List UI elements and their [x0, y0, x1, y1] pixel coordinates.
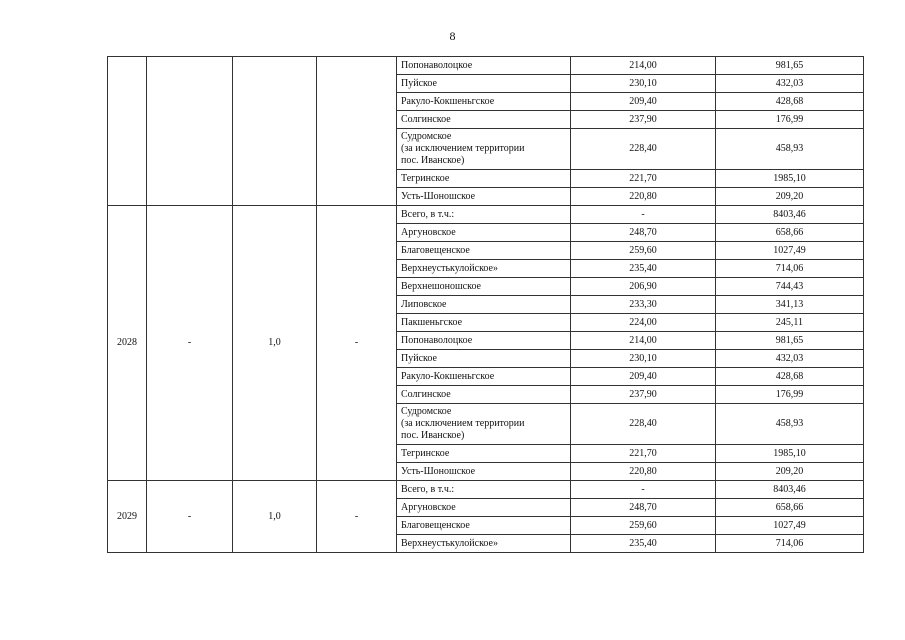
col2-cell [147, 57, 233, 206]
value2-cell: 1985,10 [716, 170, 864, 188]
col4-cell [317, 57, 397, 206]
settlement-name-cell: Ракуло-Кокшеньгское [397, 93, 571, 111]
value1-cell: 248,70 [571, 224, 716, 242]
value1-cell: 209,40 [571, 93, 716, 111]
col2-cell: - [147, 206, 233, 481]
value2-cell: 744,43 [716, 278, 864, 296]
value1-cell: 230,10 [571, 75, 716, 93]
settlement-name-cell [397, 404, 571, 445]
settlement-name-line: Судромское [401, 131, 452, 142]
value2-cell: 428,68 [716, 368, 864, 386]
settlement-name-cell: Солгинское [397, 111, 571, 129]
value2-cell: 176,99 [716, 111, 864, 129]
settlement-name-cell: Пуйское [397, 75, 571, 93]
col3-cell: 1,0 [233, 481, 317, 553]
settlement-name-cell: Верхнеустькулойское» [397, 260, 571, 278]
settlement-name-cell: Аргуновское [397, 499, 571, 517]
value2-cell: 176,99 [716, 386, 864, 404]
settlement-name-line: Судромское [401, 406, 452, 417]
year-cell: 2028 [108, 206, 147, 481]
value1-cell: 228,40 [571, 129, 716, 170]
col4-cell: - [317, 206, 397, 481]
value1-cell: 228,40 [571, 404, 716, 445]
value2-cell: 981,65 [716, 57, 864, 75]
col3-cell: 1,0 [233, 206, 317, 481]
value2-cell: 981,65 [716, 332, 864, 350]
value1-cell: 248,70 [571, 499, 716, 517]
data-table [107, 56, 864, 553]
settlement-name-cell: Попонаволоцкое [397, 57, 571, 75]
value1-cell: 224,00 [571, 314, 716, 332]
settlement-name-line: (за исключением территории [401, 418, 525, 429]
value2-cell: 209,20 [716, 463, 864, 481]
value2-cell: 432,03 [716, 350, 864, 368]
settlement-name-cell: Ракуло-Кокшеньгское [397, 368, 571, 386]
value1-cell: - [571, 206, 716, 224]
table-row [108, 206, 864, 224]
value2-cell: 1027,49 [716, 242, 864, 260]
settlement-name-line: пос. Иванское) [401, 155, 465, 166]
value1-cell: 259,60 [571, 242, 716, 260]
value2-cell: 245,11 [716, 314, 864, 332]
col3-cell [233, 57, 317, 206]
value2-cell: 714,06 [716, 535, 864, 553]
value2-cell: 8403,46 [716, 481, 864, 499]
settlement-name-cell: Верхнешоношское [397, 278, 571, 296]
settlement-name-cell: Благовещенское [397, 242, 571, 260]
value1-cell: 237,90 [571, 386, 716, 404]
settlement-name-cell: Благовещенское [397, 517, 571, 535]
settlement-name-cell: Липовское [397, 296, 571, 314]
value1-cell: 221,70 [571, 170, 716, 188]
settlement-name-cell: Всего, в т.ч.: [397, 481, 571, 499]
value2-cell: 8403,46 [716, 206, 864, 224]
value2-cell: 341,13 [716, 296, 864, 314]
settlement-name-cell: Пакшеньгское [397, 314, 571, 332]
settlement-name-line: пос. Иванское) [401, 430, 465, 441]
settlement-name-cell [397, 129, 571, 170]
settlement-name-cell: Пуйское [397, 350, 571, 368]
settlement-name-line: (за исключением территории [401, 143, 525, 154]
value1-cell: - [571, 481, 716, 499]
settlement-name-cell: Попонаволоцкое [397, 332, 571, 350]
year-cell [108, 57, 147, 206]
value2-cell: 1985,10 [716, 445, 864, 463]
value1-cell: 233,30 [571, 296, 716, 314]
value1-cell: 237,90 [571, 111, 716, 129]
table-row [108, 481, 864, 499]
value1-cell: 235,40 [571, 260, 716, 278]
value1-cell: 259,60 [571, 517, 716, 535]
value2-cell: 428,68 [716, 93, 864, 111]
settlement-name-cell: Солгинское [397, 386, 571, 404]
col2-cell: - [147, 481, 233, 553]
value1-cell: 214,00 [571, 57, 716, 75]
settlement-name-cell: Тегринское [397, 445, 571, 463]
settlement-name-cell: Аргуновское [397, 224, 571, 242]
table-row [108, 57, 864, 75]
value1-cell: 209,40 [571, 368, 716, 386]
value1-cell: 235,40 [571, 535, 716, 553]
value2-cell: 658,66 [716, 499, 864, 517]
value2-cell: 209,20 [716, 188, 864, 206]
value2-cell: 432,03 [716, 75, 864, 93]
page-number: 8 [449, 29, 456, 43]
settlement-name-cell: Верхнеустькулойское» [397, 535, 571, 553]
settlement-name-cell: Тегринское [397, 170, 571, 188]
settlement-name-cell: Усть-Шоношское [397, 463, 571, 481]
year-cell: 2029 [108, 481, 147, 553]
settlement-name-cell: Усть-Шоношское [397, 188, 571, 206]
value1-cell: 214,00 [571, 332, 716, 350]
value1-cell: 220,80 [571, 188, 716, 206]
value1-cell: 220,80 [571, 463, 716, 481]
value2-cell: 658,66 [716, 224, 864, 242]
settlement-name-cell: Всего, в т.ч.: [397, 206, 571, 224]
value2-cell: 458,93 [716, 129, 864, 170]
value1-cell: 221,70 [571, 445, 716, 463]
col4-cell: - [317, 481, 397, 553]
value2-cell: 458,93 [716, 404, 864, 445]
value1-cell: 230,10 [571, 350, 716, 368]
value1-cell: 206,90 [571, 278, 716, 296]
value2-cell: 714,06 [716, 260, 864, 278]
value2-cell: 1027,49 [716, 517, 864, 535]
